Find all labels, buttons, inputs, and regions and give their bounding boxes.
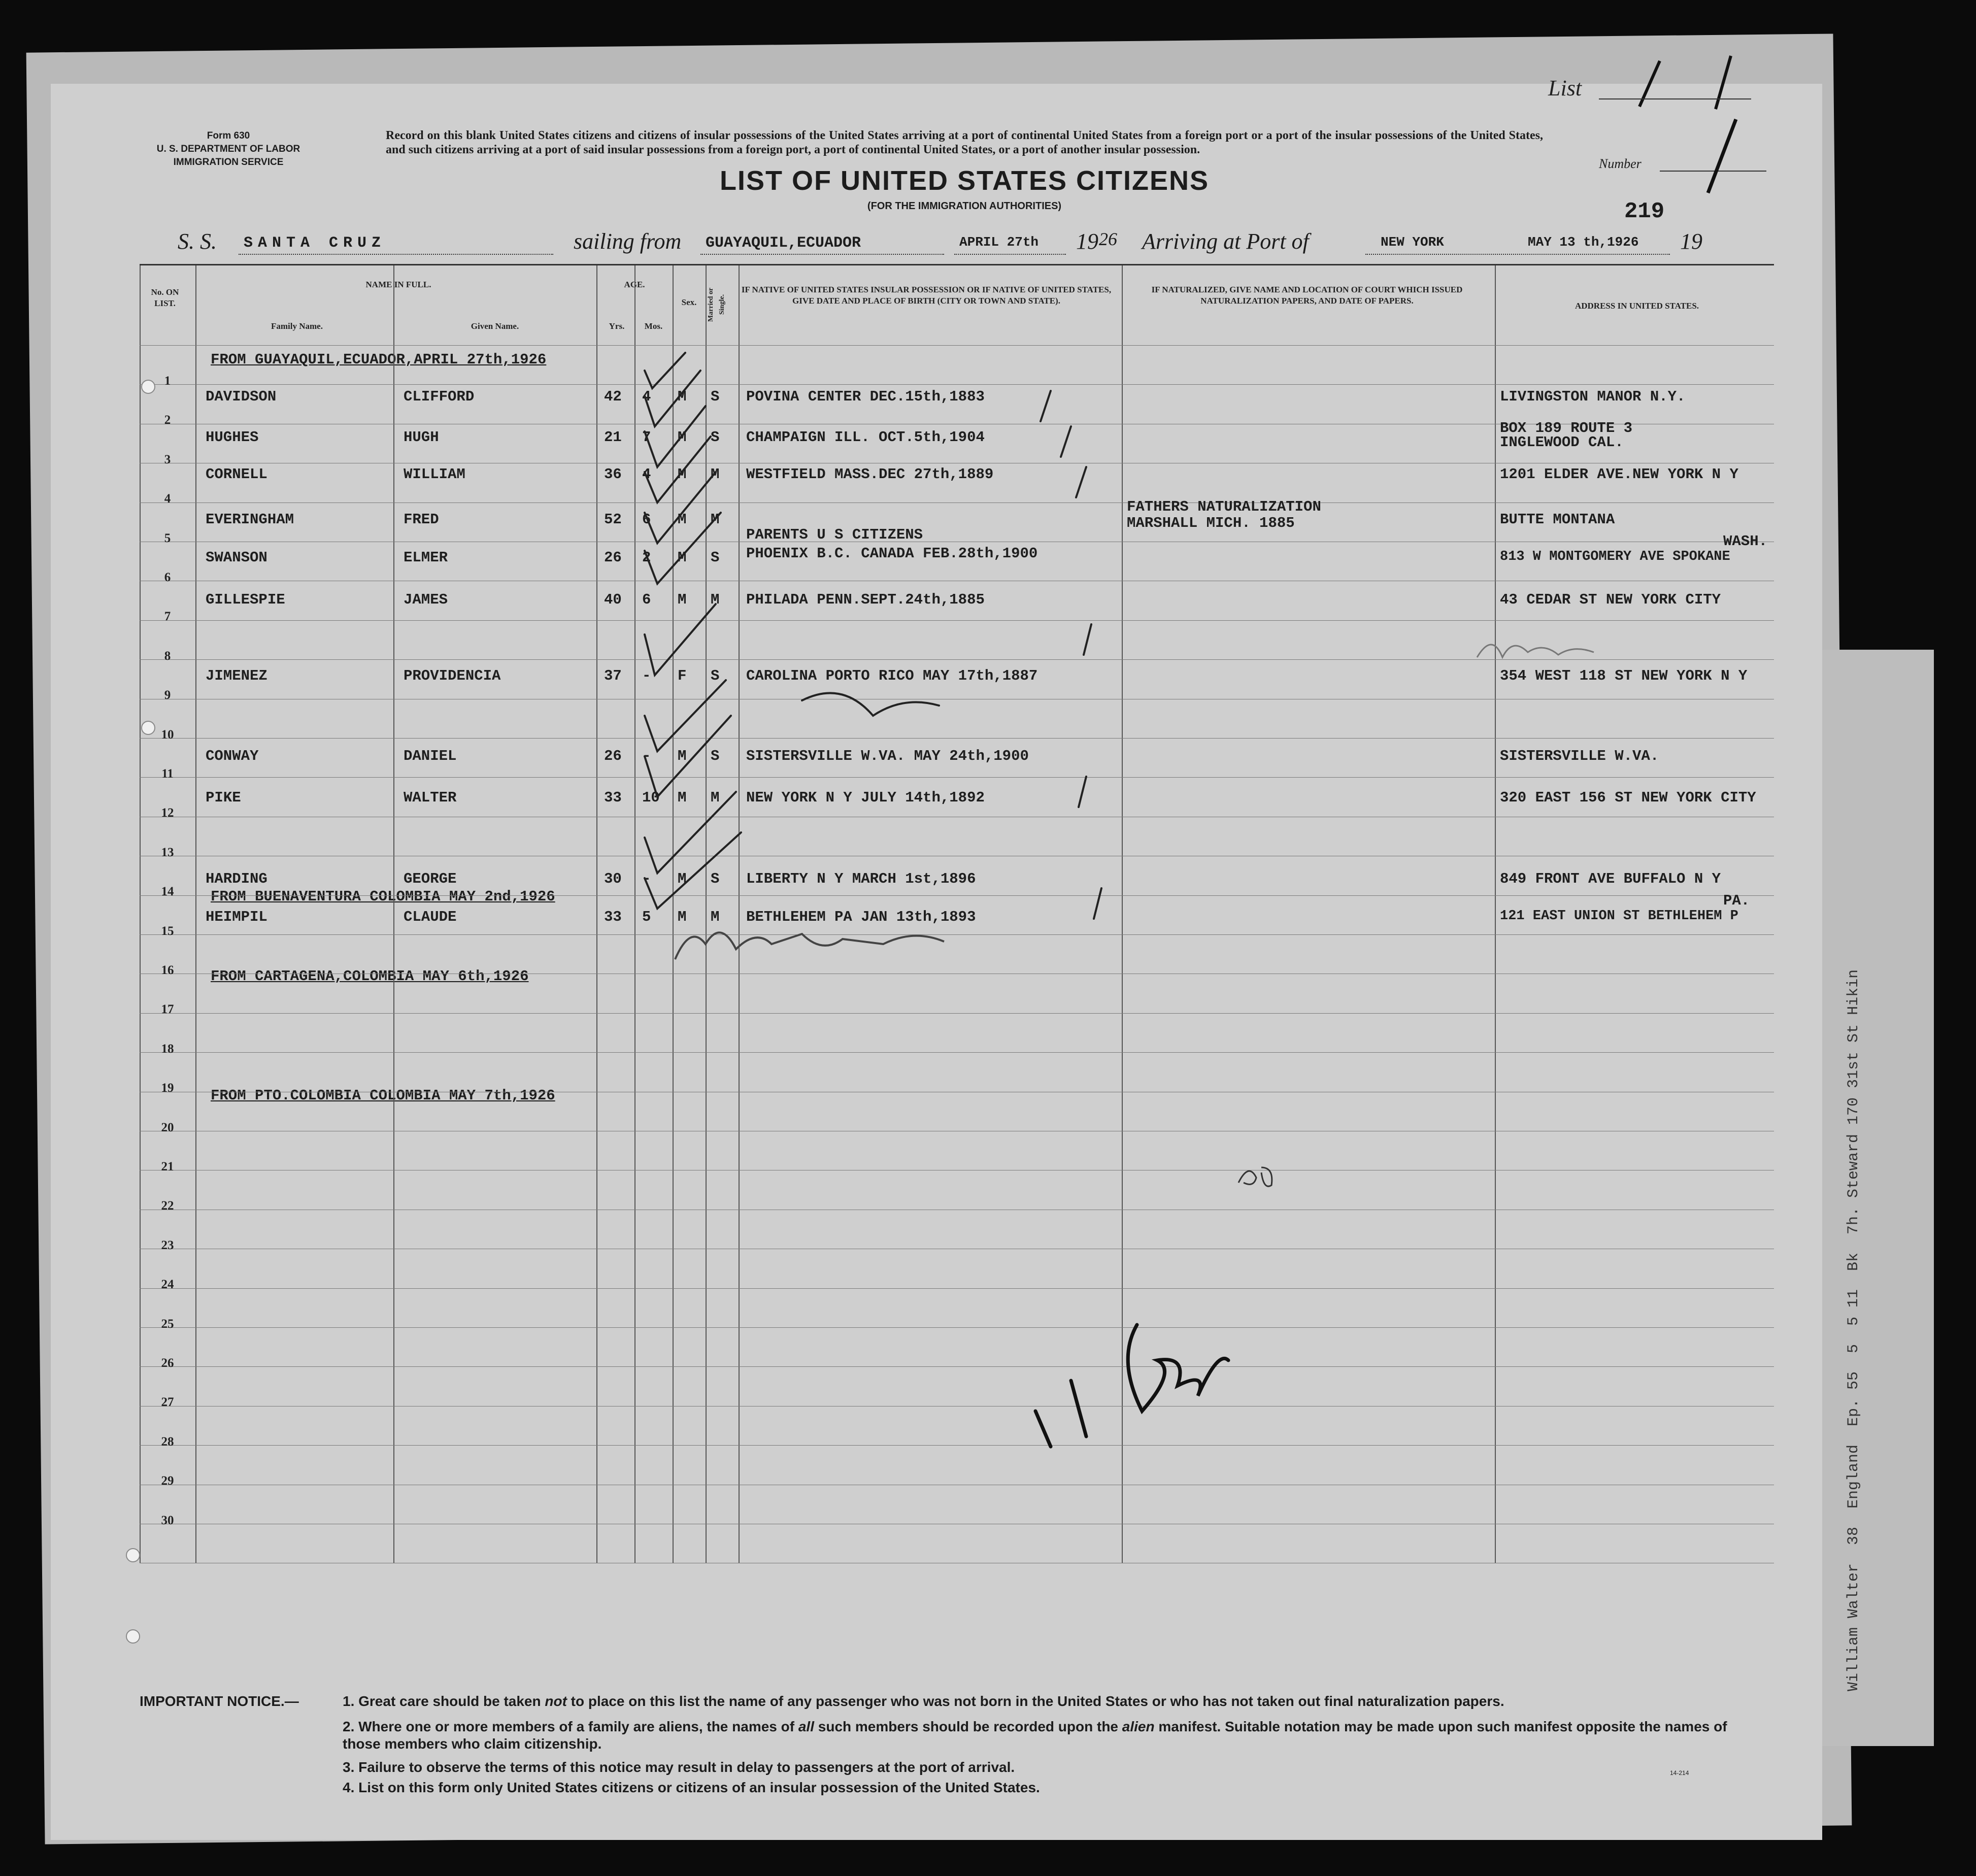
age-months: 5 xyxy=(642,909,651,925)
punch-hole xyxy=(126,1548,140,1562)
line-number: 1 xyxy=(164,374,171,388)
family-name: DAVIDSON xyxy=(206,388,277,405)
col-header-given: Given Name. xyxy=(471,321,519,331)
age-years: 33 xyxy=(604,909,622,925)
departure-port: GUAYAQUIL,ECUADOR xyxy=(706,234,861,252)
side-strip-entry: 5 11 xyxy=(1845,1289,1862,1326)
table-top-rule xyxy=(140,264,1774,265)
arrival-port: NEW YORK xyxy=(1381,234,1444,250)
col-header-naturalization: IF NATURALIZED, GIVE NAME AND LOCATION OF COURT WHICH ISSUED NATURALIZATION PAPERS, AND DATE OF PAPERS. xyxy=(1151,285,1463,306)
row-rule xyxy=(140,384,1774,385)
birthplace-date: WESTFIELD MASS.DEC 27th,1889 xyxy=(746,466,994,483)
marital-status: M xyxy=(711,466,720,483)
column-rule xyxy=(1122,264,1123,1563)
given-name: HUGH xyxy=(404,429,439,446)
line-number: 13 xyxy=(161,845,174,859)
given-name: WALTER xyxy=(404,789,457,806)
sex: M xyxy=(678,549,687,566)
form-header xyxy=(122,129,335,169)
line-number: 15 xyxy=(161,924,174,938)
address: BUTTE MONTANA xyxy=(1500,511,1615,528)
age-months: - xyxy=(642,748,651,764)
age-years: 33 xyxy=(604,789,622,806)
birthplace-date: NEW YORK N Y JULY 14th,1892 xyxy=(746,789,985,806)
line-number: 26 xyxy=(161,1356,174,1370)
age-months: 4 xyxy=(642,466,651,483)
arriving-label: Arriving at Port of xyxy=(1142,229,1309,254)
col-header-yrs: Yrs. xyxy=(609,321,625,331)
sex: M xyxy=(678,511,687,528)
sailing-year-prefix: 19 xyxy=(1076,229,1098,254)
age-years: 21 xyxy=(604,429,622,446)
age-years: 37 xyxy=(604,667,622,684)
column-rule xyxy=(195,264,196,1563)
age-months: - xyxy=(642,870,651,887)
marital-status: S xyxy=(711,388,720,405)
family-name: GILLESPIE xyxy=(206,591,285,608)
line-number: 9 xyxy=(164,688,171,702)
birthplace-date: LIBERTY N Y MARCH 1st,1896 xyxy=(746,870,976,887)
col-header-address: ADDRESS IN UNITED STATES. xyxy=(1575,301,1699,311)
age-months: 6 xyxy=(642,511,651,528)
side-strip-text xyxy=(1845,660,1875,1700)
address: LIVINGSTON MANOR N.Y. xyxy=(1500,388,1686,405)
sex: F xyxy=(678,667,687,684)
punch-hole xyxy=(141,380,155,394)
row-rule xyxy=(140,777,1774,778)
marital-status: M xyxy=(711,511,720,528)
sex: M xyxy=(678,591,687,608)
row-rule xyxy=(140,502,1774,503)
age-months: 4 xyxy=(642,388,651,405)
marital-status: S xyxy=(711,667,720,684)
line-number: 16 xyxy=(161,963,174,978)
address: 1201 ELDER AVE.NEW YORK N Y xyxy=(1500,466,1738,483)
line-number: 4 xyxy=(164,492,171,506)
given-name: JAMES xyxy=(404,591,448,608)
naturalization-line-2: MARSHALL MICH. 1885 xyxy=(1127,515,1295,531)
family-name: PIKE xyxy=(206,789,241,806)
line-number: 10 xyxy=(161,727,174,742)
col-header-birth: IF NATIVE OF UNITED STATES INSULAR POSSESSION OR IF NATIVE OF UNITED STATES, GIVE DATE AND PLACE OF BIRTH (CITY OR TOWN AND STATE). xyxy=(741,285,1112,306)
age-months: 10 xyxy=(642,789,660,806)
family-name: SWANSON xyxy=(206,549,267,566)
sex: M xyxy=(678,909,687,925)
row-rule xyxy=(140,895,1774,896)
naturalization: FATHERS NATURALIZATION xyxy=(1127,498,1321,515)
given-name: WILLIAM xyxy=(404,466,465,483)
department-name: U. S. DEPARTMENT OF LABOR xyxy=(156,144,300,154)
given-name: DANIEL xyxy=(404,748,457,764)
address: 849 FRONT AVE BUFFALO N Y xyxy=(1500,870,1721,887)
side-strip-entry: England xyxy=(1845,1444,1862,1509)
birthplace-date: PARENTS U S CITIZENS xyxy=(746,526,923,543)
ship-name: SANTA CRUZ xyxy=(244,234,386,252)
family-name: CORNELL xyxy=(206,466,267,483)
address: 320 EAST 156 ST NEW YORK CITY xyxy=(1500,789,1756,806)
row-rule xyxy=(140,934,1774,935)
notice-item-3: 3. Failure to observe the terms of this notice may result in delay to passengers at the port of arrival. xyxy=(343,1759,1015,1775)
line-number: 29 xyxy=(161,1474,174,1488)
given-name: FRED xyxy=(404,511,439,528)
birthplace-date: PHILADA PENN.SEPT.24th,1885 xyxy=(746,591,985,608)
preamble-text: Record on this blank United States citizens and citizens of insular possessions of the United States arriving at a port of continental United States from a foreign port or a port of the insular possessions of the United States, and such citizens arriving at a port of said insular possessions from a foreign port, a port of continental United States, or a port of another insular possession. xyxy=(386,129,1543,156)
age-months: 7 xyxy=(642,429,651,446)
sex: M xyxy=(678,870,687,887)
sailing-date: APRIL 27th xyxy=(959,234,1039,250)
line-number: 28 xyxy=(161,1434,174,1449)
column-rule xyxy=(1495,264,1496,1563)
given-name: GEORGE xyxy=(404,870,457,887)
given-name: CLAUDE xyxy=(404,909,457,925)
column-rule xyxy=(393,264,394,1563)
col-header-married: Married or Single. xyxy=(707,287,726,322)
marital-status: S xyxy=(711,870,720,887)
sex: M xyxy=(678,748,687,764)
row-rule xyxy=(140,620,1774,621)
col-header-mos: Mos. xyxy=(644,321,663,331)
arrival-date: MAY 13 th,1926 xyxy=(1528,234,1639,250)
group-header: FROM PTO.COLOMBIA COLOMBIA MAY 7th,1926 xyxy=(211,1087,555,1104)
row-rule xyxy=(140,1013,1774,1014)
col-header-name: NAME IN FULL. xyxy=(365,280,431,289)
age-years: 40 xyxy=(604,591,622,608)
sailing-label: sailing from xyxy=(574,229,682,254)
family-name: EVERINGHAM xyxy=(206,511,294,528)
address: 43 CEDAR ST NEW YORK CITY xyxy=(1500,591,1721,608)
punch-hole xyxy=(126,1629,140,1644)
group-header: FROM CARTAGENA,COLOMBIA MAY 6th,1926 xyxy=(211,968,529,985)
number-value: 219 xyxy=(1624,199,1665,224)
line-number: 24 xyxy=(161,1278,174,1292)
service-name: IMMIGRATION SERVICE xyxy=(173,157,284,168)
age-months: 6 xyxy=(642,591,651,608)
age-years: 26 xyxy=(604,549,622,566)
address: BOX 189 ROUTE 3 xyxy=(1500,420,1633,437)
line-number: 8 xyxy=(164,649,171,663)
birthplace-date: SISTERSVILLE W.VA. MAY 24th,1900 xyxy=(746,748,1029,764)
column-rule xyxy=(706,264,707,1563)
side-strip-entry: Bk xyxy=(1845,1252,1862,1271)
col-header-no: No. ON LIST. xyxy=(151,287,179,308)
family-name: JIMENEZ xyxy=(206,667,267,684)
side-strip-entry: 7h. Steward 170 31st St Hikin xyxy=(1845,969,1862,1234)
col-header-age: AGE. xyxy=(624,280,645,289)
row-rule xyxy=(140,1366,1774,1367)
group-header: FROM BUENAVENTURA COLOMBIA MAY 2nd,1926 xyxy=(211,888,555,905)
punch-hole xyxy=(141,721,155,735)
birthplace-date: BETHLEHEM PA JAN 13th,1893 xyxy=(746,909,976,925)
row-rule xyxy=(140,1052,1774,1053)
side-strip-entry: Ep. 55 xyxy=(1845,1371,1862,1426)
line-number: 17 xyxy=(161,1002,174,1017)
line-number: 23 xyxy=(161,1238,174,1252)
address: 121 EAST UNION ST BETHLEHEM P xyxy=(1500,909,1738,924)
age-years: 52 xyxy=(604,511,622,528)
line-number: 25 xyxy=(161,1317,174,1331)
arrival-year: 19 xyxy=(1680,229,1702,254)
column-rule xyxy=(739,264,740,1563)
ss-label: S. S. xyxy=(178,229,217,254)
form-number: Form 630 xyxy=(207,130,250,141)
age-months: - xyxy=(642,667,651,684)
birthplace-date: CHAMPAIGN ILL. OCT.5th,1904 xyxy=(746,429,985,446)
row-rule xyxy=(140,345,1774,346)
address-line-2: INGLEWOOD CAL. xyxy=(1500,434,1624,451)
line-number: 21 xyxy=(161,1160,174,1174)
given-name: PROVIDENCIA xyxy=(404,667,501,684)
line-number: 14 xyxy=(161,885,174,899)
address: 354 WEST 118 ST NEW YORK N Y xyxy=(1500,667,1748,684)
row-rule xyxy=(140,1288,1774,1289)
side-strip-entry: William Walter xyxy=(1845,1563,1862,1691)
col-header-sex: Sex. xyxy=(681,297,697,307)
marital-status: S xyxy=(711,429,720,446)
line-number: 12 xyxy=(161,806,174,820)
col-header-family: Family Name. xyxy=(271,321,323,331)
family-name: HARDING xyxy=(206,870,267,887)
row-rule xyxy=(140,659,1774,660)
line-number: 30 xyxy=(161,1513,174,1527)
sex: M xyxy=(678,388,687,405)
marital-status: M xyxy=(711,591,720,608)
address: 813 W MONTGOMERY AVE SPOKANE xyxy=(1500,549,1730,564)
marital-status: S xyxy=(711,748,720,764)
notice-item-2: 2. Where one or more members of a family are aliens, the names of all such members should be recorded upon the alien manifest. Suitable notation may be made upon such manifest opposite the names of those members who claim citizenship. xyxy=(343,1719,1727,1752)
line-number: 2 xyxy=(164,413,171,427)
page-title: LIST OF UNITED STATES CITIZENS xyxy=(720,165,1209,196)
age-years: 42 xyxy=(604,388,622,405)
line-number: 20 xyxy=(161,1120,174,1134)
notice-item-4: 4. List on this form only United States citizens or citizens of an insular possession of the United States. xyxy=(343,1780,1040,1795)
birthplace-date: PHOENIX B.C. CANADA FEB.28th,1900 xyxy=(746,545,1038,562)
side-strip-entry: 38 xyxy=(1845,1526,1862,1545)
number-label: Number xyxy=(1599,156,1642,171)
family-name: CONWAY xyxy=(206,748,259,764)
line-number: 5 xyxy=(164,531,171,545)
line-number: 11 xyxy=(161,767,174,781)
number-line xyxy=(1660,171,1766,172)
form-code: 14-214 xyxy=(1670,1769,1689,1777)
line-number: 3 xyxy=(164,452,171,466)
age-years: 36 xyxy=(604,466,622,483)
line-number: 18 xyxy=(161,1042,174,1056)
line-number: 7 xyxy=(164,610,171,624)
given-name: ELMER xyxy=(404,549,448,566)
age-years: 30 xyxy=(604,870,622,887)
row-rule xyxy=(140,738,1774,739)
birthplace-date: POVINA CENTER DEC.15th,1883 xyxy=(746,388,985,405)
sex: M xyxy=(678,466,687,483)
column-rule xyxy=(140,264,141,1563)
line-number: 22 xyxy=(161,1199,174,1213)
sailing-year-suffix: 26 xyxy=(1099,229,1117,249)
side-strip-entry: 5 xyxy=(1845,1344,1862,1353)
notice-item-1: 1. Great care should be taken not to place on this list the name of any passenger who was not born in the United States or who has not taken out final naturalization papers. xyxy=(343,1693,1504,1709)
row-rule xyxy=(140,1327,1774,1328)
notice-label: IMPORTANT NOTICE.— xyxy=(140,1693,299,1709)
family-name: HEIMPIL xyxy=(206,909,267,925)
sex: M xyxy=(678,789,687,806)
list-label: List xyxy=(1548,76,1582,100)
vessel-line xyxy=(178,223,1751,259)
column-rule xyxy=(596,264,597,1563)
column-rule xyxy=(634,264,635,1563)
line-number: 6 xyxy=(164,571,171,585)
address-state-note: WASH. xyxy=(1723,533,1768,550)
line-number: 27 xyxy=(161,1395,174,1410)
line-number: 19 xyxy=(161,1081,174,1095)
manifest-table xyxy=(140,264,1774,1563)
family-name: HUGHES xyxy=(206,429,259,446)
page-subtitle: (FOR THE IMMIGRATION AUTHORITIES) xyxy=(867,200,1062,212)
address: SISTERSVILLE W.VA. xyxy=(1500,748,1659,764)
sex: M xyxy=(678,429,687,446)
address-state-note: PA. xyxy=(1723,892,1750,909)
marital-status: M xyxy=(711,909,720,925)
group-header: FROM GUAYAQUIL,ECUADOR,APRIL 27th,1926 xyxy=(211,351,547,368)
age-months: 2 xyxy=(642,549,651,566)
row-rule xyxy=(140,1445,1774,1446)
given-name: CLIFFORD xyxy=(404,388,475,405)
marital-status: S xyxy=(711,549,720,566)
column-rule xyxy=(673,264,674,1563)
birthplace-date: CAROLINA PORTO RICO MAY 17th,1887 xyxy=(746,667,1038,684)
age-years: 26 xyxy=(604,748,622,764)
marital-status: M xyxy=(711,789,720,806)
